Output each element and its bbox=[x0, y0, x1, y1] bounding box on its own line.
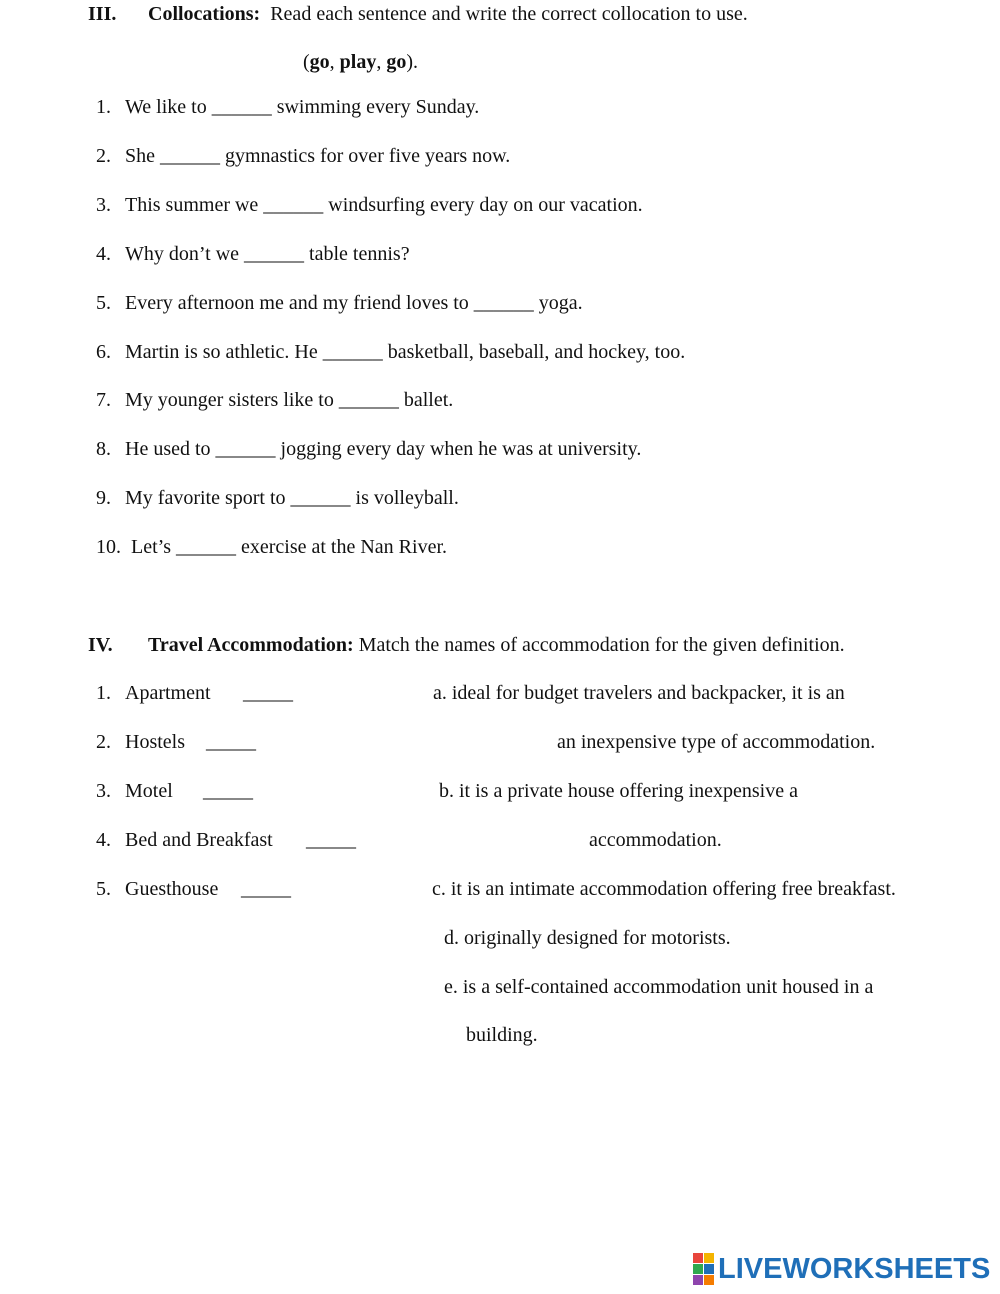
accommodation-item-number: 3. bbox=[96, 780, 111, 802]
definition-a-line2: an inexpensive type of accommodation. bbox=[557, 731, 876, 753]
section3-instruction: Read each sentence and write the correct collocation to use. bbox=[270, 3, 748, 25]
section4-instruction: Match the names of accommodation for the given definition. bbox=[358, 634, 845, 656]
accommodation-item-number: 1. bbox=[96, 682, 111, 704]
collocation-item-number: 8. bbox=[96, 438, 111, 460]
logo-block bbox=[704, 1264, 714, 1274]
collocation-options bbox=[303, 50, 418, 74]
collocation-item-number: 4. bbox=[96, 243, 111, 265]
collocation-item-text: Martin is so athletic. He ______ basketball, baseball, and hockey, too. bbox=[125, 341, 686, 363]
definition-b-line2: accommodation. bbox=[589, 829, 722, 851]
option-go: go bbox=[309, 51, 330, 73]
logo-text: LIVEWORKSHEETS bbox=[718, 1253, 991, 1285]
collocation-item-text: My younger sisters like to ______ ballet. bbox=[125, 389, 454, 411]
collocation-item-text: He used to ______ jogging every day when he was at university. bbox=[125, 438, 642, 460]
options-close-paren: ). bbox=[406, 51, 419, 73]
section3-title: Collocations: bbox=[148, 3, 261, 25]
definition-d-line1: d. originally designed for motorists. bbox=[444, 927, 731, 949]
collocation-item-number: 9. bbox=[96, 487, 111, 509]
logo-block bbox=[693, 1275, 703, 1285]
collocation-item-text: Every afternoon me and my friend loves to ______ yoga. bbox=[125, 292, 583, 314]
collocation-item-number: 6. bbox=[96, 341, 111, 363]
accommodation-name: Apartment bbox=[125, 682, 211, 704]
section3-heading bbox=[148, 2, 748, 26]
logo-block bbox=[704, 1253, 714, 1263]
collocation-item-number: 1. bbox=[96, 96, 111, 118]
liveworksheets-logo[interactable] bbox=[693, 1254, 990, 1284]
accommodation-name: Hostels bbox=[125, 731, 185, 753]
logo-block bbox=[693, 1253, 703, 1263]
section4-heading bbox=[148, 633, 845, 657]
definition-a-line1: a. ideal for budget travelers and backpacker, it is an bbox=[433, 682, 845, 704]
logo-block bbox=[693, 1264, 703, 1274]
accommodation-name: Motel bbox=[125, 780, 173, 802]
collocation-item-text: My favorite sport to ______ is volleyball. bbox=[125, 487, 459, 509]
collocation-item-text: We like to ______ swimming every Sunday. bbox=[125, 96, 480, 118]
collocation-item-text: She ______ gymnastics for over five years now. bbox=[125, 145, 511, 167]
accommodation-item-number: 5. bbox=[96, 878, 111, 900]
collocation-item-text: This summer we ______ windsurfing every day on our vacation. bbox=[125, 194, 643, 216]
collocation-item-text: Let’s ______ exercise at the Nan River. bbox=[131, 536, 448, 558]
answer-blank: _____ bbox=[241, 878, 291, 900]
accommodation-item-number: 4. bbox=[96, 829, 111, 851]
accommodation-name: Bed and Breakfast bbox=[125, 829, 273, 851]
option-go-2: go bbox=[386, 51, 407, 73]
accommodation-name: Guesthouse bbox=[125, 878, 219, 900]
answer-blank: _____ bbox=[206, 731, 256, 753]
definition-c-line1: c. it is an intimate accommodation offering free breakfast. bbox=[432, 878, 896, 900]
answer-blank: _____ bbox=[203, 780, 253, 802]
logo-blocks-icon bbox=[693, 1253, 714, 1285]
section4-title: Travel Accommodation: bbox=[148, 634, 354, 656]
definition-e-line2: building. bbox=[466, 1024, 538, 1046]
collocation-item-number: 5. bbox=[96, 292, 111, 314]
collocation-item-number: 7. bbox=[96, 389, 111, 411]
section4-numeral: IV. bbox=[88, 634, 113, 656]
option-play: play bbox=[339, 51, 377, 73]
definition-e-line1: e. is a self-contained accommodation unit housed in a bbox=[444, 976, 874, 998]
options-separator: , bbox=[329, 51, 340, 73]
collocation-item-number: 10. bbox=[96, 536, 121, 558]
accommodation-item-number: 2. bbox=[96, 731, 111, 753]
logo-block bbox=[704, 1275, 714, 1285]
answer-blank: _____ bbox=[306, 829, 356, 851]
definition-b-line1: b. it is a private house offering inexpensive a bbox=[439, 780, 798, 802]
options-separator: , bbox=[376, 51, 387, 73]
collocation-item-number: 3. bbox=[96, 194, 111, 216]
collocation-item-text: Why don’t we ______ table tennis? bbox=[125, 243, 410, 265]
section3-numeral: III. bbox=[88, 3, 117, 25]
answer-blank: _____ bbox=[243, 682, 293, 704]
options-open-paren: ( bbox=[303, 51, 310, 73]
collocation-item-number: 2. bbox=[96, 145, 111, 167]
